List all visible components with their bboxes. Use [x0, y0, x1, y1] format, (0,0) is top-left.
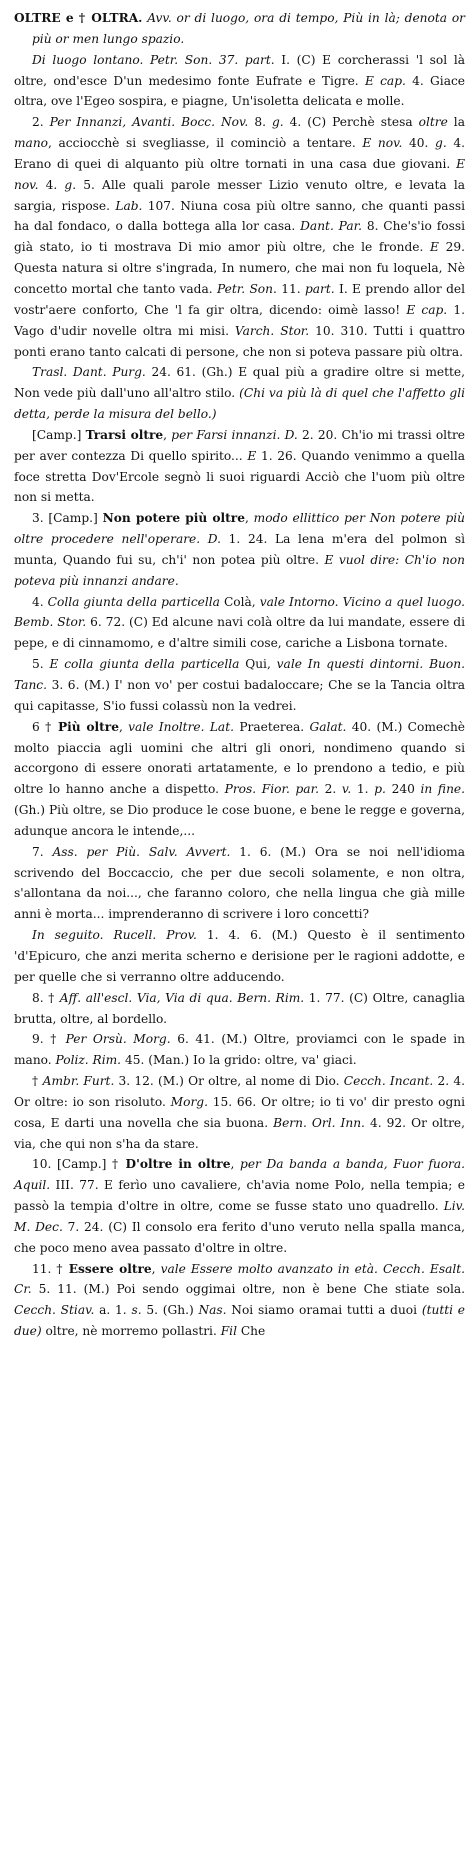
text-segment: Cecch. Stiav. [14, 1303, 100, 1318]
text-segment: Trarsi oltre [85, 427, 164, 442]
text-segment: Ambr. Furt. [42, 1074, 119, 1089]
text-segment: 8. † [32, 990, 60, 1005]
text-segment: E colla giunta della particella [49, 657, 246, 672]
text-segment: E vuol dire: Ch'io non poteva più innanzi andare. [14, 552, 465, 588]
text-segment: 6 † [32, 719, 59, 734]
text-segment: 40. (M.) Comechè molto piaccia agli uomini che altri gli onori, nondimeno quando si accorgono di essere onorati artatamente, e lo prendono a tedio, e più oltre lo hanno anche a dispetto. [14, 719, 466, 797]
entry-paragraph [14, 842, 465, 925]
text-segment: , [244, 511, 254, 526]
text-segment: 7. [32, 844, 53, 859]
text-segment: III. 77. E ferìo uno cavaliere, ch'avia nome Polo, nella tempia; e passò la tempia d'oltre in oltre, come se fusse stato uno quadrello. [14, 1178, 465, 1214]
entry-paragraph [14, 1259, 465, 1342]
text-segment: 4. Giace oltra, ove l'Egeo sospira, e piagne, Un'isoletta delicata e molle. [14, 73, 465, 109]
text-segment: s. [131, 1303, 147, 1318]
text-segment: Pros. Fior. par. [224, 782, 325, 797]
entry-paragraph [14, 112, 465, 362]
text-segment: Nas. [198, 1303, 232, 1318]
text-segment: † [32, 1074, 43, 1089]
text-segment: g. [271, 115, 290, 130]
text-segment: Aff. all'escl. Via, Via di qua. Bern. Rim. [59, 990, 309, 1005]
entry-paragraph [14, 925, 465, 988]
entry-header [14, 8, 465, 50]
text-segment: Dant. Par. [300, 219, 367, 234]
text-segment: 9. † [32, 1032, 66, 1047]
text-segment: 1. 77. (C) Oltre, canaglia brutta, oltre, al bordello. [14, 990, 465, 1026]
text-segment: Qui, [245, 657, 277, 672]
text-segment: oltre [418, 115, 448, 130]
text-segment: 1. [356, 782, 375, 797]
text-segment: 10. [Camp.] † [32, 1157, 126, 1172]
text-segment: D'oltre in oltre [125, 1157, 231, 1172]
entry-paragraph [14, 1029, 465, 1071]
text-segment: 5. Alle quali parole messer Lizio venuto oltre, e levata la sargia, rispose. [14, 177, 465, 213]
text-segment: vale In questi dintorni. Buon. Tanc. [14, 657, 465, 692]
text-segment: E cap. [364, 73, 413, 88]
text-segment: 240 [391, 782, 421, 797]
text-segment: 1. 24. La lena m'era del polmon sì munta, Quando fui su, ch'i' non potea più oltre. [14, 532, 465, 567]
entry-paragraph [14, 50, 465, 113]
text-segment: I. E prendo allor del vostr'aere conforto, Che 'l fa gir oltra, dicendo: oimè lasso! [14, 281, 465, 317]
text-segment: vale Intorno. Vicino a quel luogo. Bemb. Stor. [14, 594, 465, 630]
text-segment: modo ellittico per Non potere più oltre procedere nell'operare. D. [14, 511, 465, 547]
entry-paragraph [14, 1071, 465, 1154]
text-segment: , [230, 1157, 241, 1172]
text-segment: vale Essere molto avanzato in età. Cecch. Esalt. Cr. [14, 1261, 466, 1297]
text-segment: Per Innanzi, Avanti. Bocc. Nov. [49, 115, 255, 130]
text-segment: E cap. [406, 302, 454, 317]
text-segment: 8. [254, 115, 272, 130]
text-segment: 5. [32, 657, 50, 672]
entry-paragraph [14, 425, 465, 508]
entry-paragraph [14, 988, 465, 1030]
text-segment: In seguito. Rucell. Prov. [32, 928, 207, 943]
text-segment: per Da banda a banda, Fuor fuora. Aquil. [14, 1157, 466, 1193]
text-segment: Petr. Son. [216, 281, 282, 296]
text-segment: E [430, 240, 446, 255]
text-segment: 4. [45, 177, 65, 192]
entry-paragraph [14, 592, 465, 655]
text-segment: 2. [32, 115, 50, 130]
text-segment: 2. [324, 782, 342, 797]
text-segment: 5. 11. (M.) Poi sendo oggimai oltre, non è bene Che stiate sola. [38, 1282, 465, 1297]
text-segment: Liv. M. Dec. [14, 1199, 465, 1234]
text-segment: 8. Che's'io fossi già stato, io ti mostrava Di mio amor più oltre, che le fronde. [14, 219, 465, 255]
entry-body [14, 50, 465, 1342]
text-segment: Lab. [115, 198, 148, 213]
text-segment: Morg. [170, 1094, 213, 1109]
text-segment: 2. 4. Or oltre: io son risoluto. [14, 1074, 465, 1109]
text-segment: 11. † [32, 1261, 69, 1276]
text-segment: 4. [32, 594, 48, 609]
entry-paragraph [14, 508, 465, 591]
entry-paragraph [14, 717, 465, 842]
text-segment: 24. 61. (Gh.) E qual più a gradire oltre si mette, Non vede più dall'uno all'altro stilo. [14, 365, 465, 401]
text-segment: Non potere più oltre [102, 511, 245, 526]
text-segment: 3. 6. (M.) I' non vo' per costui badaloccare; Che se la Tancia oltra qui capitasse, S'io fussi colassù non la vedrei. [14, 678, 466, 713]
text-segment: 11. [281, 281, 305, 296]
text-segment: Varch. Stor. [234, 323, 316, 338]
text-segment: , [163, 427, 172, 442]
text-segment: la [447, 115, 465, 130]
text-segment: per Farsi innanzi. D. [171, 427, 303, 442]
text-segment: Ass. per Più. Salv. Avvert. [52, 844, 240, 859]
text-segment: Praeterea. [239, 719, 310, 734]
text-segment: g. [435, 136, 454, 151]
text-segment: Noi siamo oramai tutti a duoi [231, 1303, 422, 1318]
text-segment: (Gh.) Più oltre, se Dio produce le cose buone, e bene le regge e governa, adunque ancora le intende,... [14, 803, 465, 838]
text-segment: vale Inoltre. Lat. [128, 719, 240, 734]
text-segment: oltre, nè morremo pollastri. [41, 1324, 221, 1339]
text-segment: Cecch. Incant. [343, 1074, 438, 1089]
text-segment: p. [374, 782, 392, 797]
text-segment: 1. 6. (M.) Ora se noi nell'idioma scrivendo del Boccaccio, che per due secoli solamente, e non oltra, s'allontana da noi..., che faranno coloro, che nella lingua che già mille anni è morta... imprenderanno di scrivere i loro concetti? [14, 844, 465, 922]
text-segment: , [151, 1261, 161, 1276]
text-segment: 1. 4. 6. (M.) Questo è il sentimento 'd'Epicuro, che anzi merita scherno e derisione per le ragioni addotte, e per quelle che si verranno oltre adducendo. [14, 928, 465, 984]
text-segment: I. (C) E corcherassi 'l sol là oltre, ond'esce D'un medesimo fonte Eufrate e Tigre. [14, 52, 465, 88]
entry-definition: Avv. or di luogo, ora di tempo, Più in là; denota or più or men lungo spazio. [32, 11, 466, 46]
text-segment: Colà, [223, 594, 260, 609]
text-segment: 3. [Camp.] [32, 511, 103, 526]
text-segment: 4. 92. Or oltre, via, che qui non s'ha da stare. [14, 1115, 465, 1151]
text-segment: Di luogo lontano. Petr. Son. 37. part. [32, 52, 282, 67]
text-segment: 1. 26. Quando venimmo a quella foce stretta Dov'Ercole segnò li suoi riguardi Acciò che l'uom più oltre non si metta. [14, 448, 465, 505]
text-segment: [Camp.] [32, 427, 86, 442]
text-segment: (tutti e due) [14, 1303, 465, 1339]
text-segment: Poliz. Rim. [55, 1053, 125, 1068]
text-segment: 4. Erano di quei di alquanto più oltre tornati in una casa due giovani. [14, 136, 465, 171]
text-segment: E nov. [362, 136, 410, 151]
entry-paragraph [14, 362, 465, 425]
text-segment: 45. (Man.) Io la grido: oltre, va' giaci. [124, 1053, 357, 1068]
text-segment: E [247, 448, 261, 463]
entry-paragraph [14, 654, 465, 717]
text-segment: Fil [220, 1324, 241, 1339]
text-segment: a. 1. [99, 1303, 132, 1318]
text-segment: 10. 310. Tutti i quattro ponti erano tanto calcati di persone, che non si poteva passare più oltra. [14, 323, 466, 359]
text-segment: 40. [409, 136, 436, 151]
text-segment: in fine. [420, 782, 465, 797]
text-segment: Che [240, 1324, 266, 1339]
text-segment: Galat. [309, 719, 352, 734]
text-segment: , acciocchè si svegliasse, il cominciò a tentare. [48, 136, 363, 151]
text-segment: Trasl. Dant. Purg. [32, 365, 152, 380]
text-segment: , [118, 719, 129, 734]
text-segment: 7. 24. (C) Il consolo era ferito d'uno veruto nella spalla manca, che poco meno avea passato d'oltre in oltre. [14, 1219, 465, 1255]
text-segment: 1. Vago d'udir novelle oltra mi misi. [14, 302, 465, 338]
text-segment: 15. 66. Or oltre; io ti vo' dir presto ogni cosa, E darti una novella che sia buona. [14, 1094, 465, 1130]
text-segment: v. [341, 782, 357, 797]
text-segment: g. [64, 177, 84, 192]
text-segment: 6. 72. (C) Ed alcune navi colà oltre da lui mandate, essere di pepe, e di cinnamomo, e d'altre simili cose, cariche a Lisbona tornate. [14, 615, 465, 651]
text-segment: 107. Niuna cosa più oltre sanno, che quanti passi ha dal fondaco, o dalla bottega alla lor casa. [14, 198, 465, 234]
text-segment: Per Orsù. Morg. [65, 1032, 178, 1047]
text-segment: 4. (C) Perchè stesa [289, 115, 419, 130]
text-segment: (Chi va più là di quel che l'affetto gli detta, perde la misura del bello.) [14, 386, 465, 422]
text-segment: 29. Questa natura si oltre s'ingrada, In numero, che mai non fu loquela, Nè concetto mortal che tanto vada. [14, 240, 465, 296]
text-segment: Più oltre [58, 719, 119, 734]
text-segment: 5. (Gh.) [146, 1303, 199, 1318]
text-segment: mano [14, 136, 49, 151]
entry-paragraph [14, 1154, 465, 1258]
text-segment: Bern. Orl. Inn. [273, 1115, 370, 1130]
text-segment: 6. 41. (M.) Oltre, proviamci con le spade in mano. [14, 1032, 465, 1068]
entry-headword: OLTRE e † OLTRA. [14, 11, 143, 25]
text-segment: part. [304, 281, 340, 296]
text-segment: 2. 20. Ch'io mi trassi oltre per aver contezza Di quello spirito... [14, 427, 465, 463]
text-segment: Colla giunta della particella [47, 594, 224, 609]
text-segment: Essere oltre [68, 1261, 152, 1276]
text-segment: E nov. [14, 156, 465, 192]
text-segment: 3. 12. (M.) Or oltre, al nome di Dio. [118, 1074, 344, 1089]
